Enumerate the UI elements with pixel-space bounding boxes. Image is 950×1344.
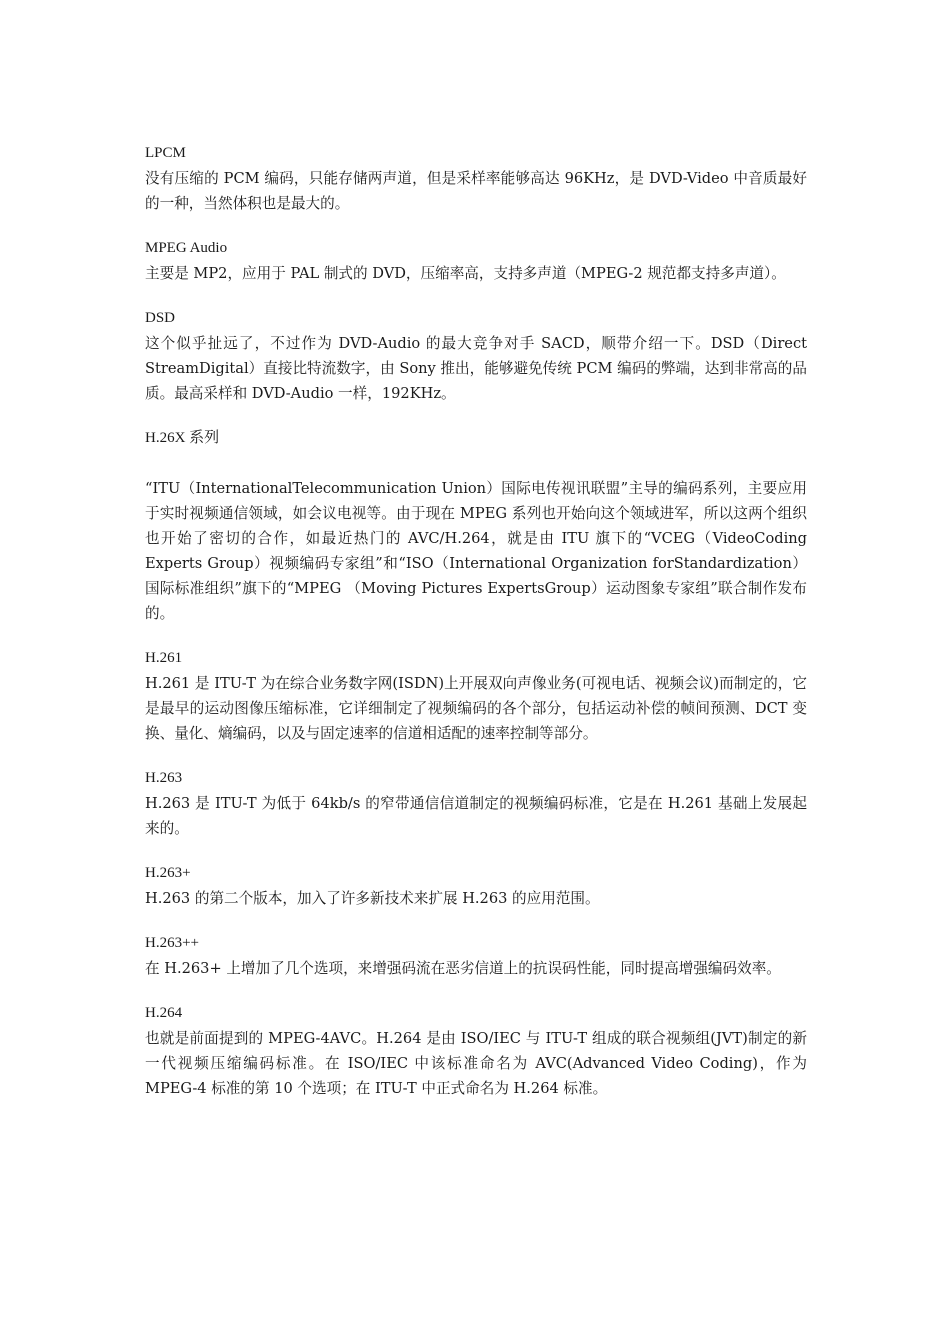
section-heading: H.263++ [145, 935, 200, 951]
section-body: “ITU（InternationalTelecommunication Union）国际电传视讯联盟”主导的编码系列，主要应用于实时视频通信领域，如会议电视等。由于现在 MPEG 系列也开始向这个领域进军，所以这两个组织也开始了密切的合作，如最近热门的 AVC/H.264，就是由 ITU 旗下的“VCEG（VideoCoding Experts Group）视频编码专家组”和“ISO（International Organization forStandardization）国际标准组织”旗下的“MPEG （Moving Pictures ExpertsGroup）运动图象专家组”联合制作发布的。 [145, 480, 807, 622]
section-h263-plus [145, 861, 807, 911]
section-body: 主要是 MP2，应用于 PAL 制式的 DVD，压缩率高，支持多声道（MPEG-2 规范都支持多声道）。 [145, 265, 786, 282]
section-body: 也就是前面提到的 MPEG-4AVC。H.264 是由 ISO/IEC 与 ITU-T 组成的联合视频组(JVT)制定的新一代视频压缩编码标准。在 ISO/IEC 中该标准命名为 AVC(Advanced Video Coding)，作为 MPEG-4 标准的第 10 个选项；在 ITU-T 中正式命名为 H.264 标准。 [145, 1030, 807, 1097]
section-body: H.261 是 ITU-T 为在综合业务数字网(ISDN)上开展双向声像业务(可视电话、视频会议)而制定的，它是最早的运动图像压缩标准，它详细制定了视频编码的各个部分，包括运动补偿的帧间预测、DCT 变换、量化、熵编码，以及与固定速率的信道相适配的速率控制等部分。 [145, 675, 807, 742]
section-heading: H.26X 系列 [145, 430, 220, 446]
document-page [145, 141, 807, 1121]
section-heading: LPCM [145, 145, 186, 161]
section-lpcm [145, 141, 807, 216]
section-mpeg-audio [145, 236, 807, 286]
section-heading: DSD [145, 310, 176, 326]
blank-line [145, 451, 807, 476]
section-body: H.263 的第二个版本，加入了许多新技术来扩展 H.263 的应用范围。 [145, 890, 600, 907]
section-h263 [145, 766, 807, 841]
section-h263-plus-plus [145, 931, 807, 981]
section-body: 在 H.263+ 上增加了几个选项，来增强码流在恶劣信道上的抗误码性能，同时提高增强编码效率。 [145, 960, 781, 977]
section-dsd [145, 306, 807, 406]
section-heading: MPEG Audio [145, 240, 228, 256]
section-h264 [145, 1001, 807, 1101]
section-heading: H.263 [145, 770, 183, 786]
section-body: 这个似乎扯远了，不过作为 DVD-Audio 的最大竞争对手 SACD，顺带介绍一下。DSD（Direct StreamDigital）直接比特流数字，由 Sony 推出，能够避免传统 PCM 编码的弊端，达到非常高的品质。最高采样和 DVD-Audio 一样，192KHz。 [145, 335, 807, 402]
section-heading: H.261 [145, 650, 183, 666]
section-heading: H.263+ [145, 865, 191, 881]
section-h261 [145, 646, 807, 746]
section-h26x-series [145, 426, 807, 626]
section-heading: H.264 [145, 1005, 183, 1021]
section-body: H.263 是 ITU-T 为低于 64kb/s 的窄带通信信道制定的视频编码标准，它是在 H.261 基础上发展起来的。 [145, 795, 807, 837]
section-body: 没有压缩的 PCM 编码，只能存储两声道，但是采样率能够高达 96KHz，是 DVD-Video 中音质最好的一种，当然体积也是最大的。 [145, 170, 807, 212]
